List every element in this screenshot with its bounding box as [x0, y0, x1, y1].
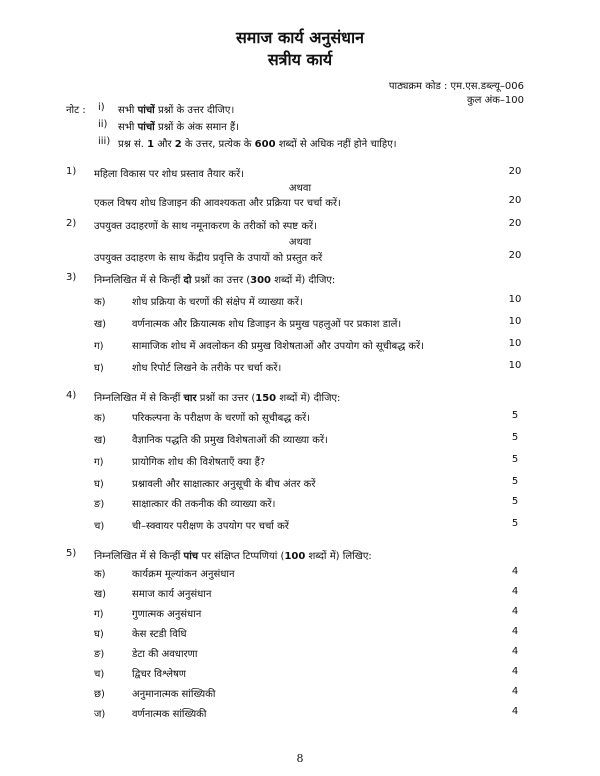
subquestion-label: क) [94, 413, 106, 424]
subquestion-marks: 5 [511, 410, 519, 421]
subquestion-label: ङ) [94, 649, 105, 660]
subquestion-label: घ) [94, 363, 104, 374]
question-text: उपयुक्त उदाहरण के साथ केंद्रीय प्रवृत्ति के उपायों को प्रस्तुत करें [94, 253, 323, 264]
subquestion-label: ग) [94, 609, 104, 620]
subquestion-text: गुणात्मक अनुसंधान [132, 609, 202, 620]
question-text: एकल विषय शोध डिजाइन की आवश्यकता और प्रक्रिया पर चर्चा करें। [94, 198, 341, 209]
subquestion-label: घ) [94, 479, 104, 490]
subquestion-marks: 4 [511, 646, 519, 657]
subquestion-label: छ) [94, 689, 105, 700]
note-item: सभी पांचों प्रश्नों के अंक समान हैं। [118, 122, 240, 133]
subquestion-label: ग) [94, 457, 104, 468]
subquestion-marks: 4 [511, 686, 519, 697]
subquestion-text: परिकल्पना के परीक्षण के चरणों को सूचीबद्ध करें। [132, 413, 311, 424]
subquestion-label: च) [94, 521, 105, 532]
document-subtitle: सत्रीय कार्य [267, 50, 333, 69]
subquestion-text: द्विचर विश्लेषण [132, 669, 187, 680]
question-marks: 20 [508, 166, 522, 177]
course-code: पाठ्यक्रम कोड : एम.एस.डब्ल्यू–006 [388, 81, 524, 92]
note-number: i) [98, 102, 105, 113]
subquestion-text: शोध रिपोर्ट लिखने के तरीके पर चर्चा करें। [132, 363, 282, 374]
question-text: उपयुक्त उदाहरणों के साथ नमूनाकरण के तरीकों को स्पष्ट करें। [94, 221, 317, 232]
subquestion-marks: 4 [511, 586, 519, 597]
subquestion-label: ख) [94, 589, 107, 600]
question-text: निम्नलिखित में से किन्हीं चार प्रश्नों का उत्तर (150 शब्दों में) दीजिए: [94, 393, 341, 404]
subquestion-marks: 5 [511, 476, 519, 487]
subquestion-label: ख) [94, 435, 107, 446]
subquestion-text: प्रश्नावली और साक्षात्कार अनुसूची के बीच अंतर करें [132, 479, 316, 490]
question-marks: 20 [508, 218, 522, 229]
total-marks: कुल अंक–100 [466, 95, 524, 106]
document-title: समाज कार्य अनुसंधान [235, 28, 365, 47]
subquestion-text: समाज कार्य अनुसंधान [132, 589, 212, 600]
or-separator: अथवा [288, 183, 312, 194]
question-number: 4) [66, 390, 77, 401]
subquestion-text: प्रायोगिक शोध की विशेषताएँ क्या हैं? [132, 457, 266, 468]
subquestion-marks: 5 [511, 496, 519, 507]
subquestion-marks: 4 [511, 666, 519, 677]
subquestion-text: सामाजिक शोध में अवलोकन की प्रमुख विशेषताओं और उपयोग को सूचीबद्ध करें। [132, 341, 424, 352]
subquestion-text: केस स्टडी विधि [132, 629, 187, 640]
subquestion-text: वैज्ञानिक पद्धति की प्रमुख विशेषताओं की व्याख्या करें। [132, 435, 328, 446]
subquestion-label: ख) [94, 319, 107, 330]
subquestion-label: ज) [94, 709, 106, 720]
question-text: महिला विकास पर शोध प्रस्ताव तैयार करें। [94, 169, 244, 180]
subquestion-marks: 4 [511, 626, 519, 637]
note-number: ii) [98, 119, 108, 130]
subquestion-marks: 4 [511, 706, 519, 717]
note-label: नोट : [66, 105, 86, 116]
subquestion-marks: 10 [508, 338, 522, 349]
subquestion-label: च) [94, 669, 105, 680]
subquestion-text: अनुमानात्मक सांख्यिकी [132, 689, 216, 700]
or-separator: अथवा [288, 237, 312, 248]
subquestion-marks: 10 [508, 294, 522, 305]
question-text: निम्नलिखित में से किन्हीं दो प्रश्नों का उत्तर (300 शब्दों में) दीजिए: [94, 275, 336, 286]
subquestion-text: वर्णनात्मक और क्रियात्मक शोध डिजाइन के प्रमुख पहलुओं पर प्रकाश डालें। [132, 319, 402, 330]
subquestion-marks: 4 [511, 566, 519, 577]
subquestion-text: वर्णनात्मक सांख्यिकी [132, 709, 207, 720]
subquestion-marks: 5 [511, 432, 519, 443]
subquestion-marks: 4 [511, 606, 519, 617]
question-marks: 20 [508, 195, 522, 206]
note-number: iii) [98, 136, 111, 147]
subquestion-marks: 5 [511, 454, 519, 465]
note-item: प्रश्न सं. 1 और 2 के उत्तर, प्रत्येक के 600 शब्दों से अधिक नहीं होने चाहिए। [118, 139, 397, 150]
subquestion-text: साक्षात्कार की तकनीक की व्याख्या करें। [132, 499, 276, 510]
question-number: 3) [66, 272, 77, 283]
subquestion-label: क) [94, 569, 106, 580]
subquestion-text: कार्यक्रम मूल्यांकन अनुसंधान [132, 569, 235, 580]
subquestion-label: ग) [94, 341, 104, 352]
subquestion-marks: 10 [508, 316, 522, 327]
subquestion-text: डेटा की अवधारणा [132, 649, 198, 660]
subquestion-marks: 10 [508, 360, 522, 371]
subquestion-text: शोध प्रक्रिया के चरणों की संक्षेप में व्याख्या करें। [132, 297, 303, 308]
question-marks: 20 [508, 250, 522, 261]
question-number: 1) [66, 166, 77, 177]
question-number: 5) [66, 548, 77, 559]
question-text: निम्नलिखित में से किन्हीं पांच पर संक्षिप्त टिप्पणियां (100 शब्दों में) लिखिए: [94, 551, 372, 562]
page-number: 8 [296, 752, 304, 765]
subquestion-marks: 5 [511, 518, 519, 529]
note-item: सभी पांचों प्रश्नों के उत्तर दीजिए। [118, 105, 235, 116]
question-number: 2) [66, 218, 77, 229]
subquestion-label: ङ) [94, 499, 105, 510]
subquestion-label: घ) [94, 629, 104, 640]
subquestion-text: ची–स्क्वायर परीक्षण के उपयोग पर चर्चा करें [132, 521, 289, 532]
subquestion-label: क) [94, 297, 106, 308]
